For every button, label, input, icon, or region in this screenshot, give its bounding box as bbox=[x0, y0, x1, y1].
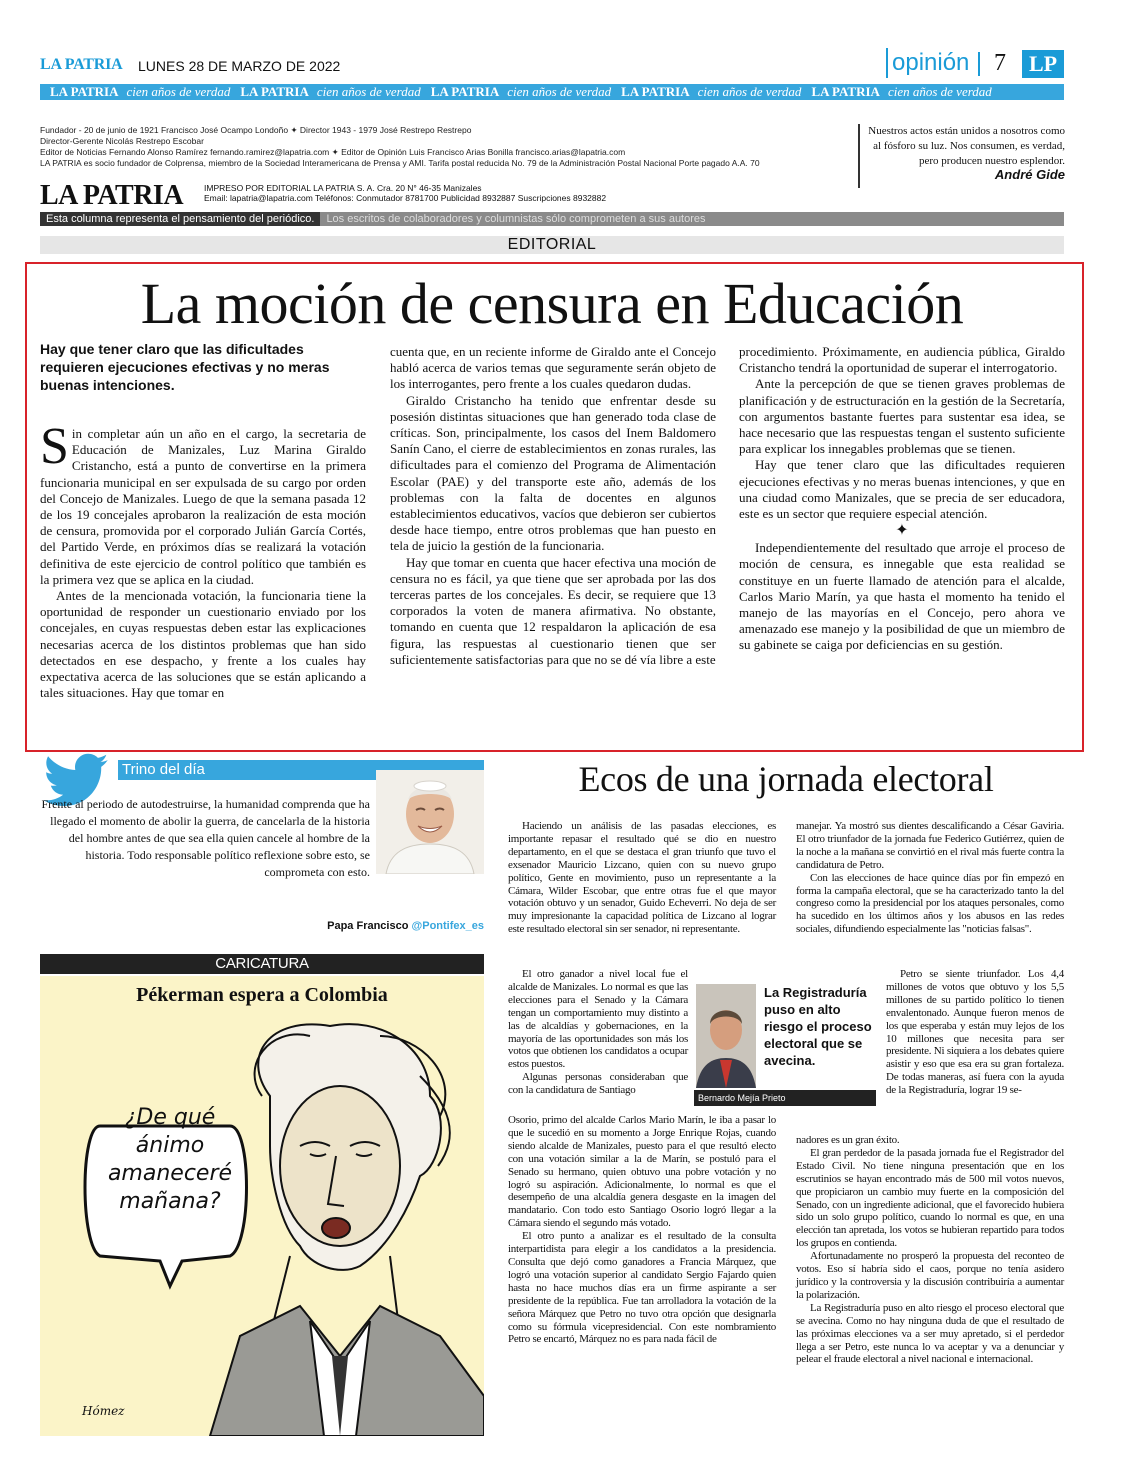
column-paragraph: Osorio, primo del alcalde Carlos Mario Marín, le iba a pasar lo que le sucedió en su momento a Jorge Enrique Rojas, cuando siendo alcalde de Manizales, puesto para el que resultó electo con una votación similar a la de Marín, se postuló para el Senado su hermano, quien obtuvo una pobre votación y no logró su aspiración. Adicionalmente, lo normal es que el desempeño de una alcaldía genera desgaste en la imagen del mandatario. Con todo esto Santiago Osorio logró llegar a la Cámara siendo el segundo más votado. bbox=[508, 1114, 776, 1230]
tagline-unit bbox=[801, 84, 991, 100]
tagline-slogan: cien años de verdad bbox=[316, 84, 421, 99]
tagline-unit bbox=[421, 84, 611, 100]
trino-handle: @Pontifex_es bbox=[411, 920, 484, 932]
editorial-paragraph: Antes de la mencionada votación, la funcionaria tiene la oportunidad de responder un cuestionario enviado por los concejales, en cuyas respuestas deben estar las explicaciones necesarias acerca de los distintos problemas que han sido detectados en ese despacho, y frente a los cuales hay expectativa acerca de las soluciones que se están aplicando a tales situaciones. Hay que tomar en bbox=[40, 588, 366, 701]
tagline-unit bbox=[230, 84, 420, 100]
tagline-brand: LA PATRIA bbox=[430, 84, 500, 99]
brand-logo-large: LA PATRIA bbox=[40, 180, 184, 211]
header-divider bbox=[978, 52, 980, 76]
editorial-paragraph: Ante la percepción de que se tienen graves problemas de planificación y de estructuración en la gestión de la Secretaría, con argumentos bastante fuertes para sustentar esa idea, se hace necesario que las respuestas tengan el sustento suficiente para explicar los innegables problemas que se tienen. bbox=[739, 376, 1065, 457]
trino-signature bbox=[40, 920, 484, 932]
notice-right: Los escritos de colaboradores y columnistas sólo comprometen a sus autores bbox=[326, 213, 706, 225]
tagline-brand: LA PATRIA bbox=[240, 84, 309, 99]
masthead-director: Director-Gerente Nicolás Restrepo Escobar bbox=[40, 136, 204, 146]
tagline-brand: LA PATRIA bbox=[811, 84, 880, 99]
drop-cap: S bbox=[40, 418, 69, 475]
tagline-brand: LA PATRIA bbox=[621, 84, 690, 99]
daily-quote: Nuestros actos están unidos a nosotros como al fósforo su luz. Nos consumen, es verdad, pero producen nuestro esplendor. bbox=[868, 125, 1065, 167]
column-paragraph: El otro punto a analizar es el resultado de la consulta interpartidista para elegir a los candidatos a la presidencia. Consulta que dejó como ganadores a Francia Márquez, que logró una votación superior al candidato Sergio Fajardo quien hasta no hace muchos días era un firme aspirante a ser presidente de la república. Fue tan arrolladora la votación de la señora Márquez que Petro no tuvo otra opción que designarla como su fórmula vicepresidencial. Con este nombramiento Petro se encartó, Márquez no es para nada fácil de bbox=[508, 1230, 776, 1346]
column-text-2a bbox=[796, 820, 1064, 936]
column-paragraph: La Registraduría puso en alto riesgo el proceso electoral que se avecina. Como no hay ninguna duda de que el resultado de las próximas elecciones va a ser muy apretado, si el perdedor llega a ser Petro, este nunca lo va aceptar y va a denunciar y pelear el fraude electoral a nivel nacional e internacional. bbox=[796, 1301, 1064, 1366]
trino-text: Frente al periodo de autodestruirse, la humanidad comprenda que ha llegado el momento de abolir la guerra, de cancelarla de la historia del hombre antes de que sea ella quien cancele al hombre de la historia. Todo responsable político reflexione sobre esto, se comprometa con esto. bbox=[41, 797, 370, 879]
column-paragraph: Petro se siente triunfador. Los 4,4 millones de votos que obtuvo y los 5,5 millones de su partido político lo tienen envalentonado. Aunque fueron menos de los que esperaba y están muy lejos de los 10 millones que necesita para ser presidente. Ni siquiera a los debates quiere asistir y eso que esa era su gran fortaleza. De todas maneras, así fuera con la ayuda de la Registraduría, lograr 19 se- bbox=[886, 968, 1064, 1097]
column-text-1c bbox=[508, 1114, 776, 1346]
cartoonist-signature: Hómez bbox=[82, 1404, 125, 1418]
tagline-brand: LA PATRIA bbox=[50, 84, 119, 99]
column-paragraph: El otro ganador a nivel local fue el alcalde de Manizales. Lo normal es que las elecciones para el Senado y la Cámara tengan un comportamiento muy distinto a las de alcaldías y gobernaciones, en la mayoría de las oportunidades son más los votos que obtienen los candidatos a ocupar estos puestos. bbox=[508, 968, 688, 1071]
column-paragraph: Haciendo un análisis de las pasadas elecciones, es importante repasar el resultado qué se dio en nuestro departamento, en el que se destaca el gran triunfo que tuvo el exsenador Mauricio Lizcano, quien con su nuevo grupo político, Gente en movimiento, puso un representante a la Cámara, Wilder Escobar, que entre otras fue el que mayor votación obtuvo y un senador, Guido Echeverri. No deja de ser muy impresionante la capacidad política de Lizcano al lograr este resultado electoral sin ser senador, ni representante. bbox=[508, 820, 776, 936]
editorial-column-3 bbox=[739, 344, 1065, 654]
column-paragraph: Afortunadamente no prosperó la propuesta del reconteo de votos. Eso sí habría sido el caos, porque no tenía asidero jurídico y la controversia y la discusión contribuiría a aumentar la polarización. bbox=[796, 1250, 1064, 1301]
tagline-slogan: cien años de verdad bbox=[697, 84, 802, 99]
masthead-founders: Fundador - 20 de junio de 1921 Francisco José Ocampo Londoño ✦ Director 1943 - 1979 José Restrepo Restrepo bbox=[40, 125, 472, 135]
editorial-paragraph: cuenta que, en un reciente informe de Giraldo ante el Concejo habló acerca de varios temas que seguramente serán objeto de los interrogantes, pero frente a los cuales quedaron dudas. bbox=[390, 344, 716, 392]
editorial-section-label: EDITORIAL bbox=[40, 236, 1064, 254]
quote-author: André Gide bbox=[994, 167, 1065, 182]
column-title: Ecos de una jornada electoral bbox=[578, 759, 994, 799]
editorial-paragraph: Independientemente del resultado que arroje el proceso de moción de censura, es innegable que esta realidad se constituye en un fuerte llamado de atención para el alcalde, Carlos Mario Marín, ya que hasta el momento ha tenido el manejo de las mayorías en el Concejo, pero ahora ve amenazado ese manejo y la posibilidad de que un miembro de su gabinete se caiga por deficiencias en su gestión. bbox=[739, 540, 1065, 653]
tagline-unit bbox=[611, 84, 801, 100]
column-text-2b bbox=[886, 968, 1064, 1097]
section-separator: ✦ bbox=[895, 522, 909, 540]
column-text-1b bbox=[508, 968, 688, 1097]
cartoon-speech-bubble: ¿De qué ánimo amaneceré mañana? bbox=[107, 1105, 233, 1214]
page-number: 7 bbox=[994, 50, 1006, 76]
editorial-lead: Hay que tener claro que las dificultades requieren ejecuciones efectivas y no meras buenas intenciones. bbox=[40, 341, 330, 393]
column-text-2c bbox=[796, 1134, 1064, 1366]
pull-quote: La Registraduría puso en alto riesgo el proceso electoral que se avecina. bbox=[764, 985, 872, 1068]
notice-bar bbox=[40, 212, 1064, 226]
brand-logo-small: LA PATRIA bbox=[40, 56, 123, 73]
editorial-paragraph: Sin completar aún un año en el cargo, la secretaria de Educación de Manizales, Luz Marina Giraldo Cristancho, está a punto de convertirse en la primera funcionaria municipal en ser expulsada de su cargo por orden del Concejo de Manizales. Luego de que la semana pasada 12 de los 19 concejales aprobaron la realización de esta moción de censura, promovida por el corporado Julián García Cortés, del Partido Verde, en próximos días se realizará la votación definitiva de este ejercicio de control político que también es la primera vez que se aplica en la ciudad. bbox=[40, 418, 366, 587]
editorial-paragraph: Giraldo Cristancho ha tenido que enfrentar desde su posesión distintas situaciones que han generado toda clase de críticas. Son, principalmente, los casos del Inem Baldomero Sanín Cano, el cierre de establecimientos en zonas rurales, las dificultades para el comienzo del Programa de Alimentación Escolar (PAE) y del transporte este año, además de los problemas con la falta de docentes en algunos establecimientos educativos, vacíos que debieron ser cubiertos desde hace tiempo, entre otros problemas que han puesto en tela de juicio la gestión de la funcionaria. bbox=[390, 392, 716, 554]
tagline-slogan: cien años de verdad bbox=[507, 84, 612, 99]
notice-left: Esta columna representa el pensamiento del periódico. bbox=[40, 212, 320, 226]
editorial-title: La moción de censura en Educación bbox=[140, 271, 964, 336]
author-photo bbox=[696, 984, 756, 1088]
contact-info: Email: lapatria@lapatria.com Teléfonos: Conmutador 8781700 Publicidad 8932887 Suscripciones 8932882 bbox=[204, 193, 607, 203]
column-paragraph: El gran perdedor de la pasada jornada fue el Registrador del Estado Civil. No tiene ninguna presentación que en los escrutinios se hayan encontrado más de 500 mil votos nuevos, que propiciaron un cambio muy fuerte en la composición del Senado, con un ingrediente adicional, que el favorecido hubiera sido un solo grupo político, cuando lo normal es que, en una elección tan apretada, los votos se hubieran repartido para todos los grupos en contienda. bbox=[796, 1146, 1064, 1250]
column-paragraph: nadores es un gran éxito. bbox=[796, 1134, 900, 1146]
column-paragraph: manejar. Ya mostró sus dientes descalificando a César Gaviria. El otro triunfador de la jornada fue Federico Gutiérrez, quien de la noche a la mañana se convirtió en el rival más fuerte contra la candidatura de Petro. bbox=[796, 820, 1064, 871]
issue-date: LUNES 28 DE MARZO DE 2022 bbox=[138, 58, 341, 74]
masthead-editors: Editor de Noticias Fernando Alonso Ramírez fernando.ramirez@lapatria.com ✦ Editor de Opinión Luis Francisco Arias Bonilla francisco.arias@lapatria.com bbox=[40, 147, 626, 157]
lp-badge: LP bbox=[1022, 50, 1064, 78]
trino-header: Trino del día bbox=[118, 760, 484, 780]
tagline-slogan: cien años de verdad bbox=[126, 84, 231, 99]
column-text-1a bbox=[508, 820, 776, 936]
section-name: opinión bbox=[886, 48, 969, 78]
masthead-membership: LA PATRIA es socio fundador de Colprensa, miembro de la Sociedad Interamericana de Prensa y AMI. Tarifa postal reducida No. 79 de la Administración Postal Nacional Porte pagado A.A. 70 bbox=[40, 158, 760, 168]
pope-francis-photo bbox=[376, 770, 484, 874]
trino-author: Papa Francisco bbox=[327, 920, 409, 932]
editorial-paragraph: Hay que tener claro que las dificultades requieren ejecuciones efectivas y no meras buenas intenciones, y que en una ciudad como Manizales, que se precia de ser educadora, este es un sector que requiere especial atención. bbox=[739, 457, 1065, 522]
caricatura-header: CARICATURA bbox=[40, 954, 484, 974]
editorial-paragraph: procedimiento. Próximamente, en audiencia pública, Giraldo Cristancho tendrá la oportunidad de superar el interrogatorio. bbox=[739, 344, 1065, 376]
editorial-column-2 bbox=[390, 344, 716, 668]
cartoon-title: Pékerman espera a Colombia bbox=[136, 984, 388, 1006]
column-paragraph: Algunas personas consideraban que con la candidatura de Santiago bbox=[508, 1071, 688, 1097]
column-paragraph: Con las elecciones de hace quince días por fin empezó en forma la campaña electoral, que se ha caracterizado tanto la del congreso como la presidencial por los ataques personales, como ha sucedido en los últimos años y los abusos en las redes sociales, difundiendo especialmente las "noticias falsas". bbox=[796, 871, 1064, 936]
editorial-paragraph: Hay que tomar en cuenta que hacer efectiva una moción de censura no es fácil, ya que tiene que ser aprobada por las dos terceras partes de los concejales. Es decir, se requiere que 13 corporados la voten de manera afirmativa. No obstante, tomando en cuenta que 12 respaldaron la aplicación de esa figura, las respuestas al cuestionario tienen que ser suficientemente satisfactorias para que no se dé vía libre a este bbox=[390, 554, 716, 667]
quote-divider bbox=[858, 124, 860, 188]
printed-by: IMPRESO POR EDITORIAL LA PATRIA S. A. Cra. 20 N° 46-35 Manizales bbox=[204, 183, 482, 193]
tagline-band bbox=[40, 84, 1064, 100]
author-name: Bernardo Mejía Prieto bbox=[694, 1090, 876, 1106]
tagline-unit bbox=[40, 84, 230, 100]
tagline-slogan: cien años de verdad bbox=[887, 84, 992, 99]
editorial-column-1 bbox=[40, 418, 366, 701]
